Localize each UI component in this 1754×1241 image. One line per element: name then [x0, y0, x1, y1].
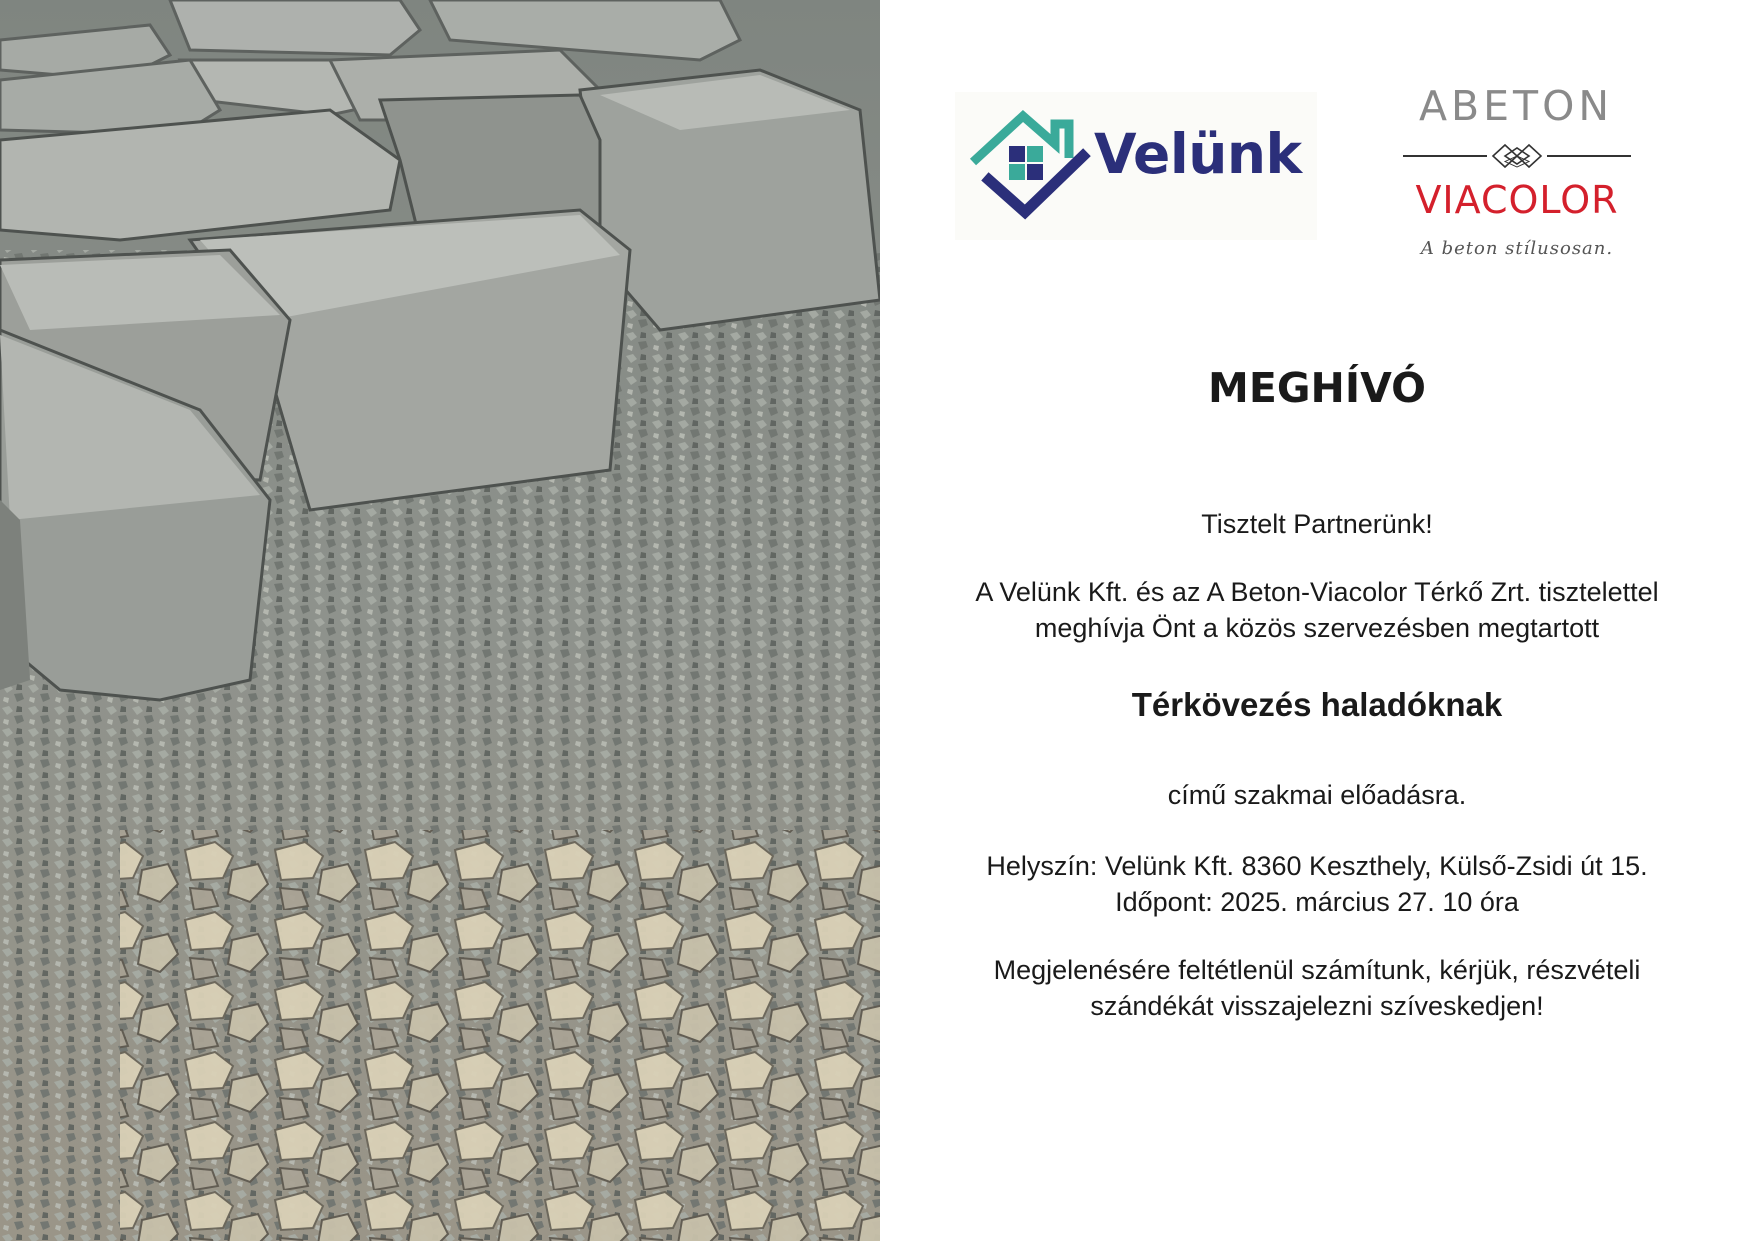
viacolor-wordmark: VIACOLOR — [1415, 178, 1619, 222]
intro-line-1: A Velünk Kft. és az A Beton-Viacolor Térkő Zrt. tisztelettel — [975, 577, 1659, 607]
event-title: Térkövezés haladóknak — [1131, 686, 1503, 723]
intro-line-2: meghívja Önt a közös szervezésben megtartott — [1034, 613, 1600, 643]
event-suffix: című szakmai előadásra. — [1167, 780, 1467, 810]
location: Helyszín: Velünk Kft. 8360 Keszthely, Külső-Zsidi út 15. — [986, 851, 1648, 881]
invitation-panel — [880, 0, 1754, 1241]
abeton-viacolor-logo — [1403, 82, 1631, 272]
abeton-wordmark: ABETON — [1418, 82, 1614, 130]
velunk-wordmark: Velünk — [1094, 122, 1302, 186]
diamond-divider-icon — [1403, 142, 1631, 170]
house-check-icon — [965, 106, 1095, 226]
greeting: Tisztelt Partnerünk! — [1201, 509, 1433, 539]
datetime: Időpont: 2025. március 27. 10 óra — [1115, 887, 1519, 917]
closing-line-1: Megjelenésére feltétlenül számítunk, kérjük, részvételi — [993, 955, 1641, 985]
closing-line-2: szándékát visszajelezni szíveskedjen! — [1090, 991, 1544, 1021]
velunk-logo — [955, 92, 1317, 240]
abeton-slogan: A beton stílusosan. — [1420, 238, 1614, 259]
invitation-title: MEGHÍVÓ — [1208, 364, 1426, 412]
